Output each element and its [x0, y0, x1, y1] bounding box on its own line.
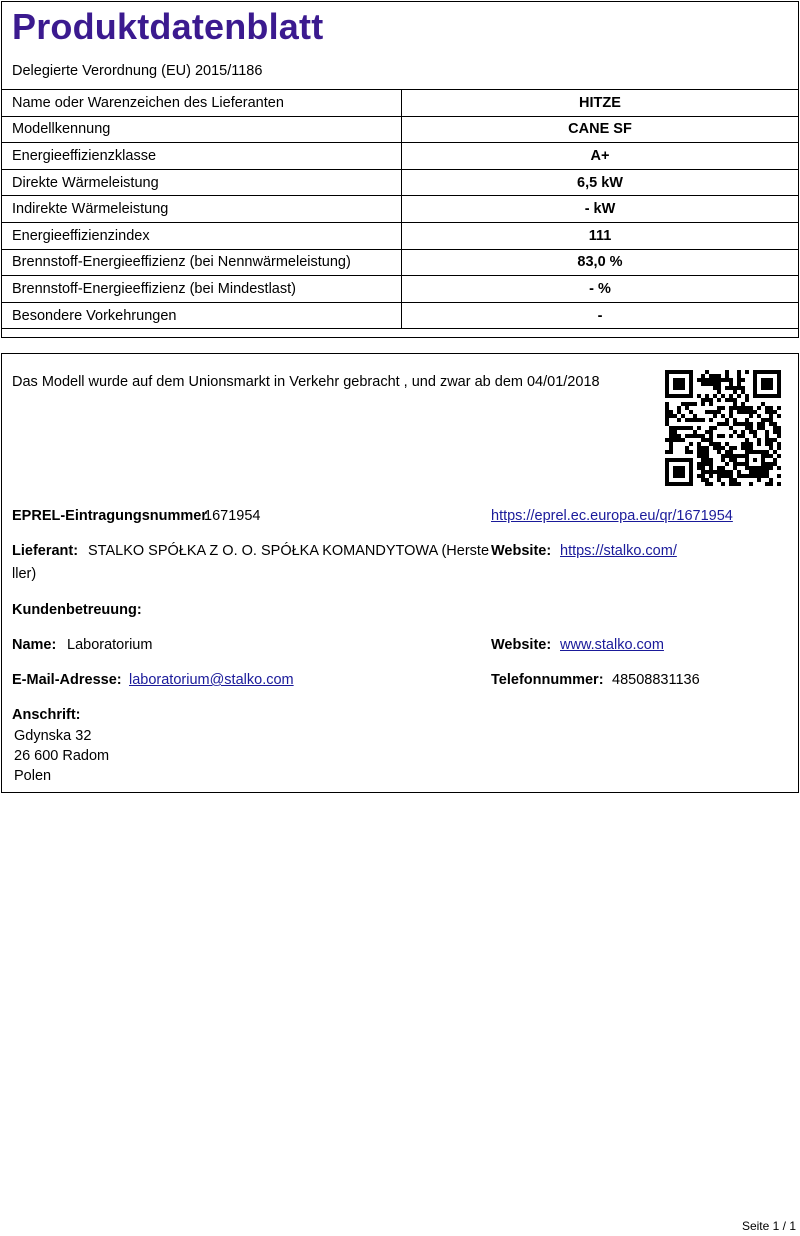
specs-table	[1, 89, 799, 329]
spec-row	[2, 249, 799, 276]
regulation-reference: Delegierte Verordnung (EU) 2015/1186	[12, 63, 263, 79]
spec-label: Direkte Wärmeleistung	[2, 169, 402, 196]
email-link[interactable]: laboratorium@stalko.com	[129, 672, 294, 688]
address-line: Polen	[14, 768, 52, 784]
spec-row	[2, 276, 799, 303]
spec-value: 83,0 %	[402, 249, 799, 276]
eprel-info-box	[1, 353, 799, 793]
customer-service-heading: Kundenbetreuung:	[12, 602, 142, 618]
spec-row	[2, 116, 799, 143]
spec-label: Energieeffizienzklasse	[2, 143, 402, 170]
supplier-name-line2: ller)	[12, 566, 37, 582]
supplier-name-line1: STALKO SPÓŁKA Z O. O. SPÓŁKA KOMANDYTOWA (Herste	[88, 543, 490, 559]
service-website-label: Website:	[491, 637, 552, 653]
spec-value: CANE SF	[402, 116, 799, 143]
spec-value: - kW	[402, 196, 799, 223]
spec-label: Modellkennung	[2, 116, 402, 143]
contact-name-value: Laboratorium	[67, 637, 153, 653]
address-line: Gdynska 32	[14, 728, 92, 744]
eprel-label: EPREL-Eintragungsnummer	[12, 508, 207, 524]
spec-value: HITZE	[402, 90, 799, 117]
address-label: Anschrift:	[12, 707, 81, 723]
spec-label: Indirekte Wärmeleistung	[2, 196, 402, 223]
market-date-text: Das Modell wurde auf dem Unionsmarkt in Verkehr gebracht , und zwar ab dem 04/01/2018	[12, 374, 600, 390]
spec-value: - %	[402, 276, 799, 303]
spec-value: 111	[402, 222, 799, 249]
page-number: Seite 1 / 1	[741, 1219, 796, 1233]
supplier-website-label: Website:	[491, 543, 552, 559]
spec-value: A+	[402, 143, 799, 170]
email-label: E-Mail-Adresse:	[12, 672, 122, 688]
service-website-link[interactable]: www.stalko.com	[560, 637, 664, 653]
spec-row	[2, 222, 799, 249]
spec-row	[2, 302, 799, 329]
contact-name-label: Name:	[12, 637, 57, 653]
product-data-header-box	[1, 1, 799, 338]
spec-value: 6,5 kW	[402, 169, 799, 196]
address-line: 26 600 Radom	[14, 748, 110, 764]
phone-label: Telefonnummer:	[491, 672, 604, 688]
spec-row	[2, 169, 799, 196]
supplier-website-link[interactable]: https://stalko.com/	[560, 543, 677, 559]
eprel-number: 1671954	[204, 508, 261, 524]
page-title: Produktdatenblatt	[12, 6, 324, 47]
qr-code-icon	[665, 370, 781, 486]
spec-row	[2, 90, 799, 117]
supplier-label: Lieferant:	[12, 543, 79, 559]
eprel-link[interactable]: https://eprel.ec.europa.eu/qr/1671954	[491, 508, 733, 524]
spec-row	[2, 196, 799, 223]
spec-row	[2, 143, 799, 170]
spec-label: Brennstoff-Energieeffizienz (bei Mindestlast)	[2, 276, 402, 303]
spec-label: Besondere Vorkehrungen	[2, 302, 402, 329]
spec-label: Name oder Warenzeichen des Lieferanten	[2, 90, 402, 117]
spec-label: Energieeffizienzindex	[2, 222, 402, 249]
spec-value: -	[402, 302, 799, 329]
phone-value: 48508831136	[612, 672, 700, 688]
spec-label: Brennstoff-Energieeffizienz (bei Nennwärmeleistung)	[2, 249, 402, 276]
